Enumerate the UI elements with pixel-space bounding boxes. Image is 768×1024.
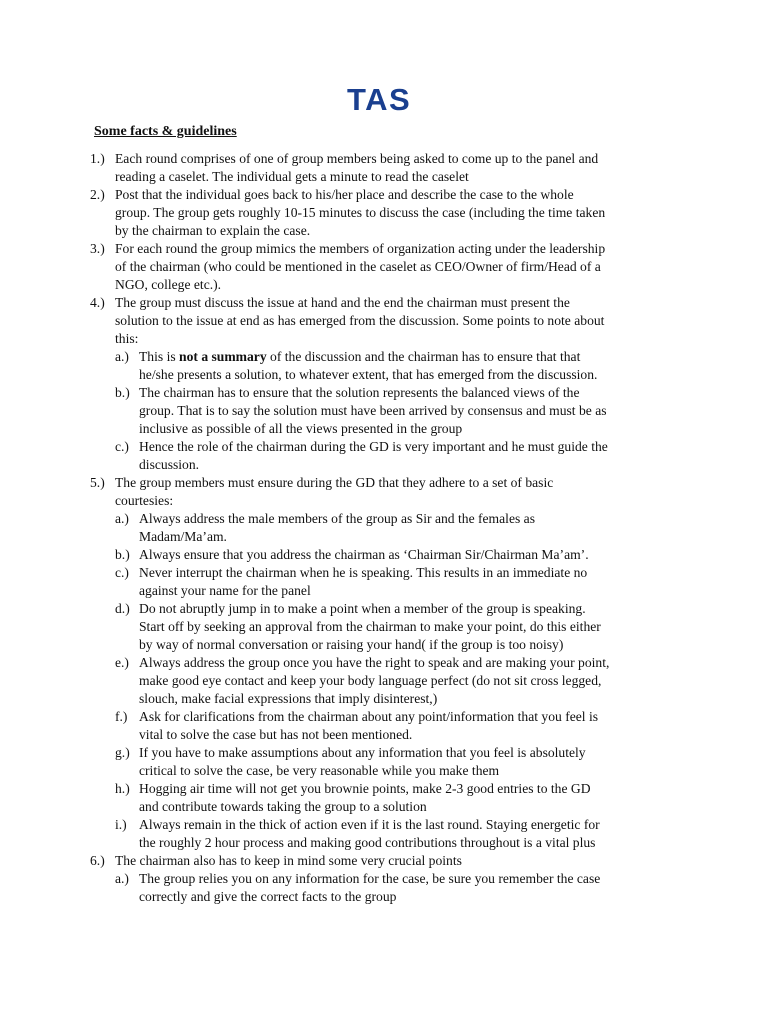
sub-list-item xyxy=(115,510,690,546)
sub-item-letter: e.) xyxy=(115,655,129,670)
text-line: of the chairman (who could be mentioned in the caselet as CEO/Owner of firm/Head of a xyxy=(115,259,601,274)
sub-item-letter: a.) xyxy=(115,511,129,526)
text-line: critical to solve the case, be very reasonable while you make them xyxy=(139,763,500,778)
list-item-text xyxy=(115,240,690,294)
text-line: Always remain in the thick of action even if it is the last round. Staying energetic for xyxy=(139,817,600,832)
text-line: Hogging air time will not get you brownie points, make 2-3 good entries to the GD xyxy=(139,781,591,796)
list-item-number: 6.) xyxy=(90,853,105,868)
text-run: of the discussion and the chairman has to ensure that that xyxy=(266,349,581,364)
list-item-text xyxy=(115,150,690,186)
sub-item-letter: g.) xyxy=(115,745,130,760)
text-line: The group must discuss the issue at hand and the end the chairman must present the xyxy=(115,295,570,310)
text-line: courtesies: xyxy=(115,493,174,508)
text-line: Ask for clarifications from the chairman about any point/information that you feel is xyxy=(139,709,599,724)
sub-item-text xyxy=(139,600,690,654)
sub-list-item xyxy=(115,870,690,906)
sub-item-letter: b.) xyxy=(115,547,130,562)
text-line: If you have to make assumptions about any information that you feel is absolutely xyxy=(139,745,586,760)
tas-logo: TAS xyxy=(347,82,412,117)
sub-item-letter: c.) xyxy=(115,439,129,454)
text-line: The chairman has to ensure that the solution represents the balanced views of the xyxy=(139,385,580,400)
text-line: Hence the role of the chairman during the GD is very important and he must guide the xyxy=(139,439,608,454)
text-line: correctly and give the correct facts to the group xyxy=(139,889,397,904)
list-item-text xyxy=(115,186,690,240)
text-line: Do not abruptly jump in to make a point when a member of the group is speaking. xyxy=(139,601,586,616)
sub-item-text xyxy=(139,870,690,906)
text-line: make good eye contact and keep your body language perfect (do not sit cross legged, xyxy=(139,673,602,688)
text-line: Always address the group once you have the right to speak and are making your point, xyxy=(139,655,610,670)
text-line: The chairman also has to keep in mind some very crucial points xyxy=(115,853,462,868)
sub-item-text xyxy=(139,348,690,384)
text-line: this: xyxy=(115,331,139,346)
sub-list-item xyxy=(115,438,690,474)
text-line: Always ensure that you address the chairman as ‘Chairman Sir/Chairman Ma’am’. xyxy=(139,547,589,562)
sub-list-item xyxy=(115,384,690,438)
list-item xyxy=(90,294,690,348)
text-line: Always address the male members of the group as Sir and the females as xyxy=(139,511,535,526)
text-line: reading a caselet. The individual gets a minute to read the caselet xyxy=(115,169,469,184)
list-item xyxy=(90,474,690,510)
text-line xyxy=(139,348,690,366)
sub-item-letter: a.) xyxy=(115,871,129,886)
list-item-number: 4.) xyxy=(90,295,105,310)
sub-item-text xyxy=(139,708,690,744)
sub-list-item xyxy=(115,564,690,600)
text-line: he/she presents a solution, to whatever extent, that has emerged from the discussion. xyxy=(139,367,598,382)
sub-list-item xyxy=(115,816,690,852)
text-line: Each round comprises of one of group members being asked to come up to the panel and xyxy=(115,151,599,166)
sub-list-item xyxy=(115,744,690,780)
text-line: vital to solve the case but has not been mentioned. xyxy=(139,727,413,742)
sub-item-text xyxy=(139,510,690,546)
sub-item-letter: c.) xyxy=(115,565,129,580)
sub-item-text xyxy=(139,384,690,438)
list-item-number: 2.) xyxy=(90,187,105,202)
text-line: slouch, make facial expressions that imply disinterest,) xyxy=(139,691,438,706)
sub-item-text xyxy=(139,546,690,564)
text-line: inclusive as possible of all the views presented in the group xyxy=(139,421,463,436)
list-item xyxy=(90,240,690,294)
sub-item-letter: h.) xyxy=(115,781,130,796)
sub-item-letter: f.) xyxy=(115,709,128,724)
bold-emphasis: not a summary xyxy=(179,349,267,364)
text-line: The group members must ensure during the GD that they adhere to a set of basic xyxy=(115,475,554,490)
sub-item-text xyxy=(139,438,690,474)
text-line: Post that the individual goes back to his/her place and describe the case to the whole xyxy=(115,187,574,202)
list-item-number: 3.) xyxy=(90,241,105,256)
sub-list-item xyxy=(115,546,690,564)
sub-item-text xyxy=(139,816,690,852)
list-item-number: 1.) xyxy=(90,151,105,166)
list-item xyxy=(90,186,690,240)
guidelines-list xyxy=(90,150,690,906)
text-line: Madam/Ma’am. xyxy=(139,529,227,544)
sub-item-text xyxy=(139,780,690,816)
text-line: NGO, college etc.). xyxy=(115,277,222,292)
text-line: For each round the group mimics the members of organization acting under the leadership xyxy=(115,241,606,256)
text-line: by way of normal conversation or raising your hand( if the group is too noisy) xyxy=(139,637,564,652)
sub-item-text xyxy=(139,654,690,708)
text-line: against your name for the panel xyxy=(139,583,311,598)
text-line: by the chairman to explain the case. xyxy=(115,223,311,238)
text-run: This is xyxy=(139,349,180,364)
sub-item-text xyxy=(139,564,690,600)
text-line: and contribute towards taking the group to a solution xyxy=(139,799,427,814)
list-item xyxy=(90,852,690,870)
list-item xyxy=(90,150,690,186)
sub-item-letter: d.) xyxy=(115,601,130,616)
text-line: Start off by seeking an approval from the chairman to make your point, do this either xyxy=(139,619,601,634)
sub-item-letter: i.) xyxy=(115,817,127,832)
text-line: group. The group gets roughly 10-15 minutes to discuss the case (including the time taken xyxy=(115,205,606,220)
sub-list-item xyxy=(115,780,690,816)
text-line: the roughly 2 hour process and making good contributions throughout is a vital plus xyxy=(139,835,596,850)
sub-item-letter: b.) xyxy=(115,385,130,400)
sub-item-letter: a.) xyxy=(115,349,129,364)
text-line: Never interrupt the chairman when he is speaking. This results in an immediate no xyxy=(139,565,588,580)
sub-list-item xyxy=(115,600,690,654)
text-line: group. That is to say the solution must have been arrived by consensus and must be as xyxy=(139,403,607,418)
sub-item-text xyxy=(139,744,690,780)
text-line: solution to the issue at end as has emerged from the discussion. Some points to note about xyxy=(115,313,605,328)
list-item-number: 5.) xyxy=(90,475,105,490)
sub-list-item xyxy=(115,654,690,708)
page-heading: Some facts & guidelines xyxy=(94,124,237,139)
list-item-text xyxy=(115,474,690,510)
list-item-text xyxy=(115,294,690,348)
list-item-text xyxy=(115,852,690,870)
sub-list-item xyxy=(115,708,690,744)
text-line: discussion. xyxy=(139,457,200,472)
text-line: The group relies you on any information for the case, be sure you remember the case xyxy=(139,871,601,886)
sub-list-item xyxy=(115,348,690,384)
